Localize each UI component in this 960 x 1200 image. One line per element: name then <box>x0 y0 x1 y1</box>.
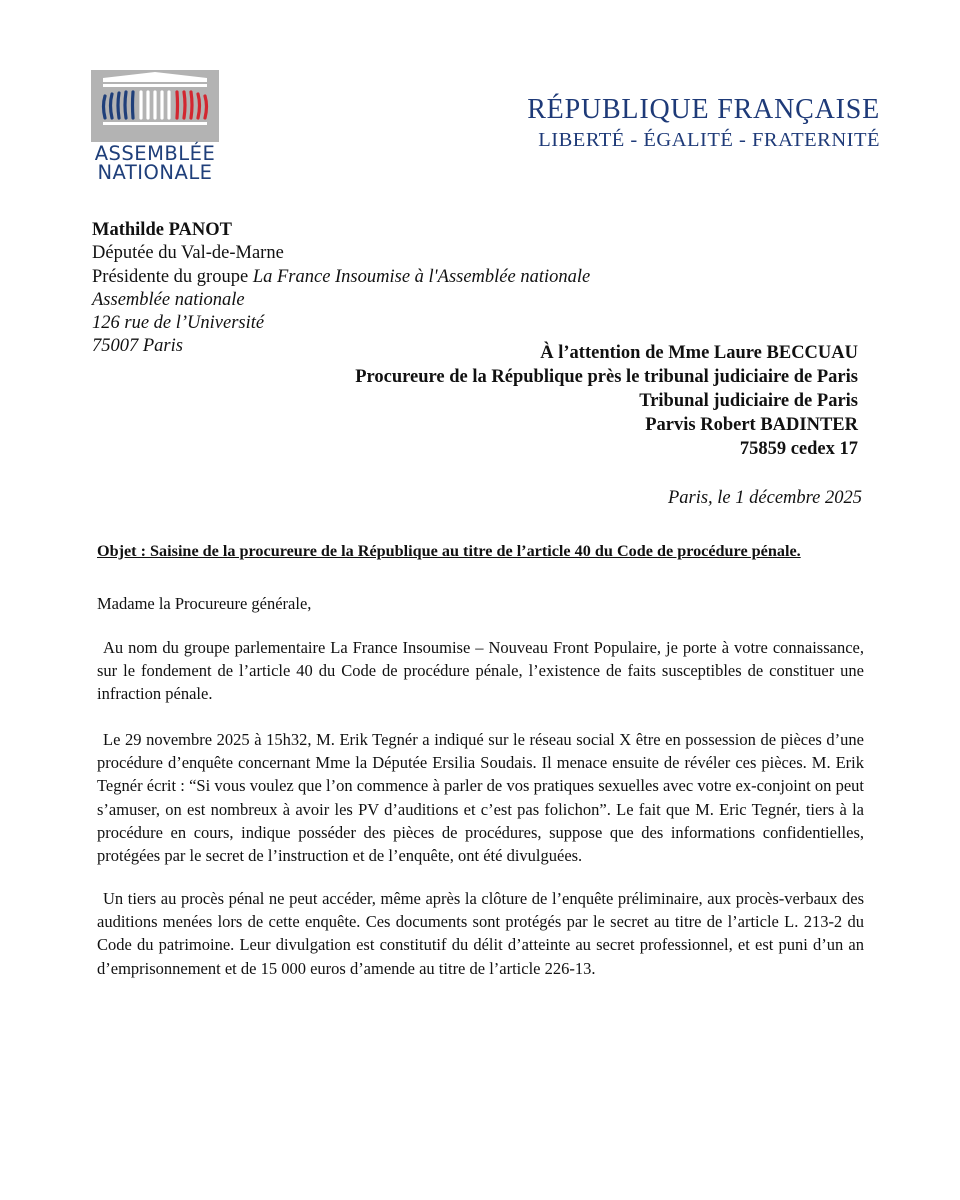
letter-object: Objet : Saisine de la procureure de la République au titre de l’article 40 du Code de procédure pénale. <box>97 542 801 560</box>
recipient-street: Parvis Robert BADINTER <box>645 415 858 435</box>
logo-wordmark <box>91 144 219 182</box>
hemicycle-icon <box>91 70 219 142</box>
paragraph-3-text: Un tiers au procès pénal ne peut accéder, même après la clôture de l’enquête préliminaire, aux procès-verbaux des auditions menées lors de cette enquête. Ces documents sont protégés par le secret au titre de l’article L. 213-2 du Code du patrimoine. Leur divulgation est constitutif du délit d’atteinte au secret professionnel, et est puni d’un an d’emprisonnement et de 15 000 euros d’amende au titre de l’article 226-13. <box>97 889 864 978</box>
paragraph-3 <box>97 887 864 980</box>
letter-date: Paris, le 1 décembre 2025 <box>667 488 862 508</box>
recipient-title: Procureure de la République près le tribunal judiciaire de Paris <box>355 367 858 387</box>
sender-group-name: La France Insoumise à l'Assemblée nationale <box>252 266 591 287</box>
sender-name: Mathilde PANOT <box>92 220 232 240</box>
sender-institution: Assemblée nationale <box>92 289 245 310</box>
sender-city: 75007 Paris <box>92 336 183 357</box>
paragraph-1 <box>97 636 864 706</box>
logo-line-1: ASSEMBLÉE <box>94 142 216 165</box>
recipient-postal: 75859 cedex 17 <box>739 439 858 459</box>
republic-motto: LIBERTÉ - ÉGALITÉ - FRATERNITÉ <box>538 129 880 151</box>
sender-group <box>92 266 590 289</box>
recipient-court: Tribunal judiciaire de Paris <box>639 391 858 411</box>
paragraph-2 <box>97 728 864 867</box>
sender-street: 126 rue de l’Université <box>92 313 265 334</box>
paragraph-2-text: Le 29 novembre 2025 à 15h32, M. Erik Tegnér a indiqué sur le réseau social X être en possession de pièces d’une procédure d’enquête concernant Mme la Députée Ersilia Soudais. Il menace ensuite de révéler ces pièces. M. Erik Tegnér écrit : “Si vous voulez que l’on commence à parler de vos pratiques sexuelles avec votre ex-conjoint on peut s’amuser, on est nombreux à avoir les PV d’auditions et c’est pas folichon”. Le fait que M. Eric Tegnér, tiers à la procédure en cours, indique posséder des pièces de procédures, suppose que des informations confidentielles, protégées par le secret de l’instruction et de l’enquête, ont été divulguées. <box>97 730 864 866</box>
paragraph-1-text: Au nom du groupe parlementaire La France Insoumise – Nouveau Front Populaire, je porte à votre connaissance, sur le fondement de l’article 40 du Code de procédure pénale, l’existence de faits susceptibles de constituer une infraction pénale. <box>97 638 864 704</box>
assemblee-nationale-logo <box>91 70 219 185</box>
republic-title: RÉPUBLIQUE FRANÇAISE <box>527 94 880 125</box>
sender-role: Députée du Val-de-Marne <box>92 243 284 264</box>
recipient-block <box>355 341 858 461</box>
salutation: Madame la Procureure générale, <box>97 594 312 613</box>
recipient-attention: À l’attention de Mme Laure BECCUAU <box>540 343 858 363</box>
logo-line-2: NATIONALE <box>97 161 213 184</box>
sender-block <box>92 219 590 359</box>
sender-group-prefix: Présidente du groupe <box>92 266 253 287</box>
republic-header <box>527 93 880 153</box>
